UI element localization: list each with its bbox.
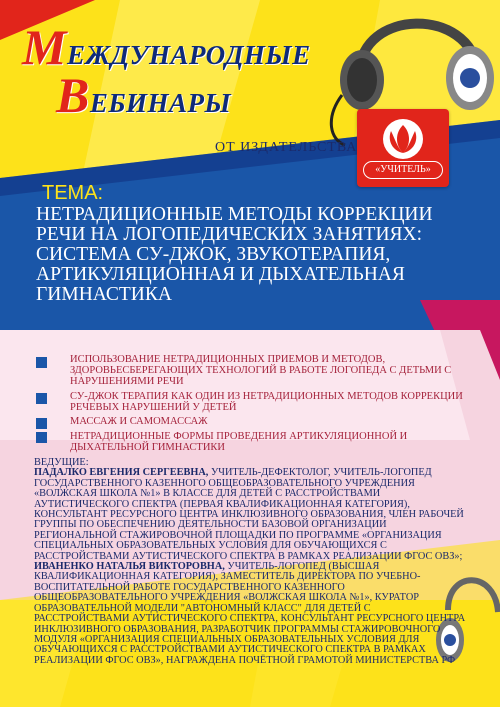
bullet-icon [36,393,47,404]
tulip-logo-icon [357,109,449,169]
headline-cap-v: В [56,67,90,123]
bullet-icon [36,418,47,429]
presenters-label: ВЕДУЩИЕ: [34,457,89,468]
publisher-badge-label: «УЧИТЕЛЬ» [363,161,443,179]
headline-cap-m: М [22,19,67,75]
list-item: ИСПОЛЬЗОВАНИЕ НЕТРАДИЦИОННЫХ ПРИЕМОВ И МЕТОДОВ, ЗДОРОВЬЕСБЕРЕГАЮЩИХ ТЕХНОЛОГИЙ В РАБОТЕ ЛОГОПЕДА С ДЕТЬМИ С НАРУШЕНИЯМИ РЕЧИ [70,354,452,387]
headline-line-2 [56,66,231,124]
presenter-1-name: ПАДАЛКО ЕВГЕНИЯ СЕРГЕЕВНА, [34,467,209,479]
topic-title: НЕТРАДИЦИОННЫЕ МЕТОДЫ КОРРЕКЦИИ РЕЧИ НА ЛОГОПЕДИЧЕСКИХ ЗАНЯТИЯХ: СИСТЕМА СУ-ДЖОК, ЗВУКОТЕРАПИЯ, АРТИКУЛЯЦИОННАЯ И ДЫХАТЕЛЬНАЯ ГИМНАСТИКА [36,204,433,305]
presenter-2-name: ИВАНЕНКО НАТАЛЬЯ ВИКТОРОВНА, [34,561,225,573]
list-item: МАССАЖ И САМОМАССАЖ [70,416,208,427]
list-item: НЕТРАДИЦИОННЫЕ ФОРМЫ ПРОВЕДЕНИЯ АРТИКУЛЯЦИОННОЙ И ДЫХАТЕЛЬНОЙ ГИМНАСТИКИ [70,431,408,453]
headline-word-2: ЕБИНАРЫ [89,88,232,118]
bullet-icon [36,432,47,443]
list-item: СУ-ДЖОК ТЕРАПИЯ КАК ОДИН ИЗ НЕТРАДИЦИОННЫХ МЕТОДОВ КОРРЕКЦИИ РЕЧЕВЫХ НАРУШЕНИЙ У ДЕТЕЙ [70,391,463,413]
presenter-1-description: УЧИТЕЛЬ-ДЕФЕКТОЛОГ, УЧИТЕЛЬ-ЛОГОПЕД ГОСУДАРСТВЕННОГО КАЗЕННОГО ОБЩЕОБРАЗОВАТЕЛЬНОГО УЧРЕЖДЕНИЯ «ВОЛЖСКАЯ ШКОЛА №1» В КЛАССЕ ДЛЯ ДЕТЕЙ С РАССТРОЙСТВАМИ АУТИСТИЧЕСКОГО СПЕКТРА (ПЕРВАЯ КВАЛИФИКАЦИОННАЯ КАТЕГОРИЯ), КОНСУЛЬТАНТ РЕСУРСНОГО ЦЕНТРА ИНКЛЮЗИВНОГО ОБРАЗОВАНИЯ, ЧЛЕН РАБОЧЕЙ ГРУППЫ ПО ОБЕСПЕЧЕНИЮ ДЕЯТЕЛЬНОСТИ БАЗОВОЙ ОРГАНИЗАЦИИ РЕГИОНАЛЬНОЙ СТАЖИРОВОЧНОЙ ПЛОЩАДКИ ПО ПРОГРАММЕ «ОРГАНИЗАЦИЯ СПЕЦИАЛЬНЫХ ОБРАЗОВАТЕЛЬНЫХ УСЛОВИЯ ДЛЯ ОБУЧАЮЩИХСЯ С РАССТРОЙСТВАМИ АУТИСТИЧЕСКОГО СПЕКТРА В РАМКАХ РЕАЛИЗАЦИИ ФГОС ОВЗ»; [34,467,464,562]
publisher-text: ОТ ИЗДАТЕЛЬСТВА [215,140,358,155]
bullet-icon [36,357,47,368]
headline-word-1: ЕЖДУНАРОДНЫЕ [66,40,311,70]
presenters-section [34,458,466,666]
topic-label: ТЕМА: [42,182,104,204]
publisher-logo [357,109,449,187]
presenter-2-description: УЧИТЕЛЬ-ЛОГОПЕД (ВЫСШАЯ КВАЛИФИКАЦИОННАЯ КАТЕГОРИЯ), ЗАМЕСТИТЕЛЬ ДИРЕКТОРА ПО УЧЕБНО-ВОСПИТАТЕЛЬНОЙ РАБОТЕ ГОСУДАРСТВЕННОГО КАЗЕННОГО ОБЩЕОБРАЗОВАТЕЛЬНОГО УЧРЕЖДЕНИЯ «ВОЛЖСКАЯ ШКОЛА №1», КУРАТОР ОБРАЗОВАТЕЛЬНОЙ МОДЕЛИ "АВТОНОМНЫЙ КЛАСС" ДЛЯ ДЕТЕЙ С РАССТРОЙСТВАМИ АУТИСТИЧЕСКОГО СПЕКТРА, КОНСУЛЬТАНТ РЕСУРСНОГО ЦЕНТРА ИНКЛЮЗИВНОГО ОБРАЗОВАНИЯ, РАЗРАБОТЧИК ПРОГРАММЫ СТАЖИРОВОЧНОГО МОДУЛЯ «ОРГАНИЗАЦИЯ СПЕЦИАЛЬНЫХ ОБРАЗОВАТЕЛЬНЫХ УСЛОВИЯ ДЛЯ ОБУЧАЮЩИХСЯ С РАССТРОЙСТВАМИ АУТИСТИЧЕСКОГО СПЕКТРА В РАМКАХ РЕАЛИЗАЦИИ ФГОС ОВЗ», НАГРАЖДЕНА ПОЧЁТНОЙ ГРАМОТОЙ МИНИСТЕРСТВА РФ [34,561,466,666]
